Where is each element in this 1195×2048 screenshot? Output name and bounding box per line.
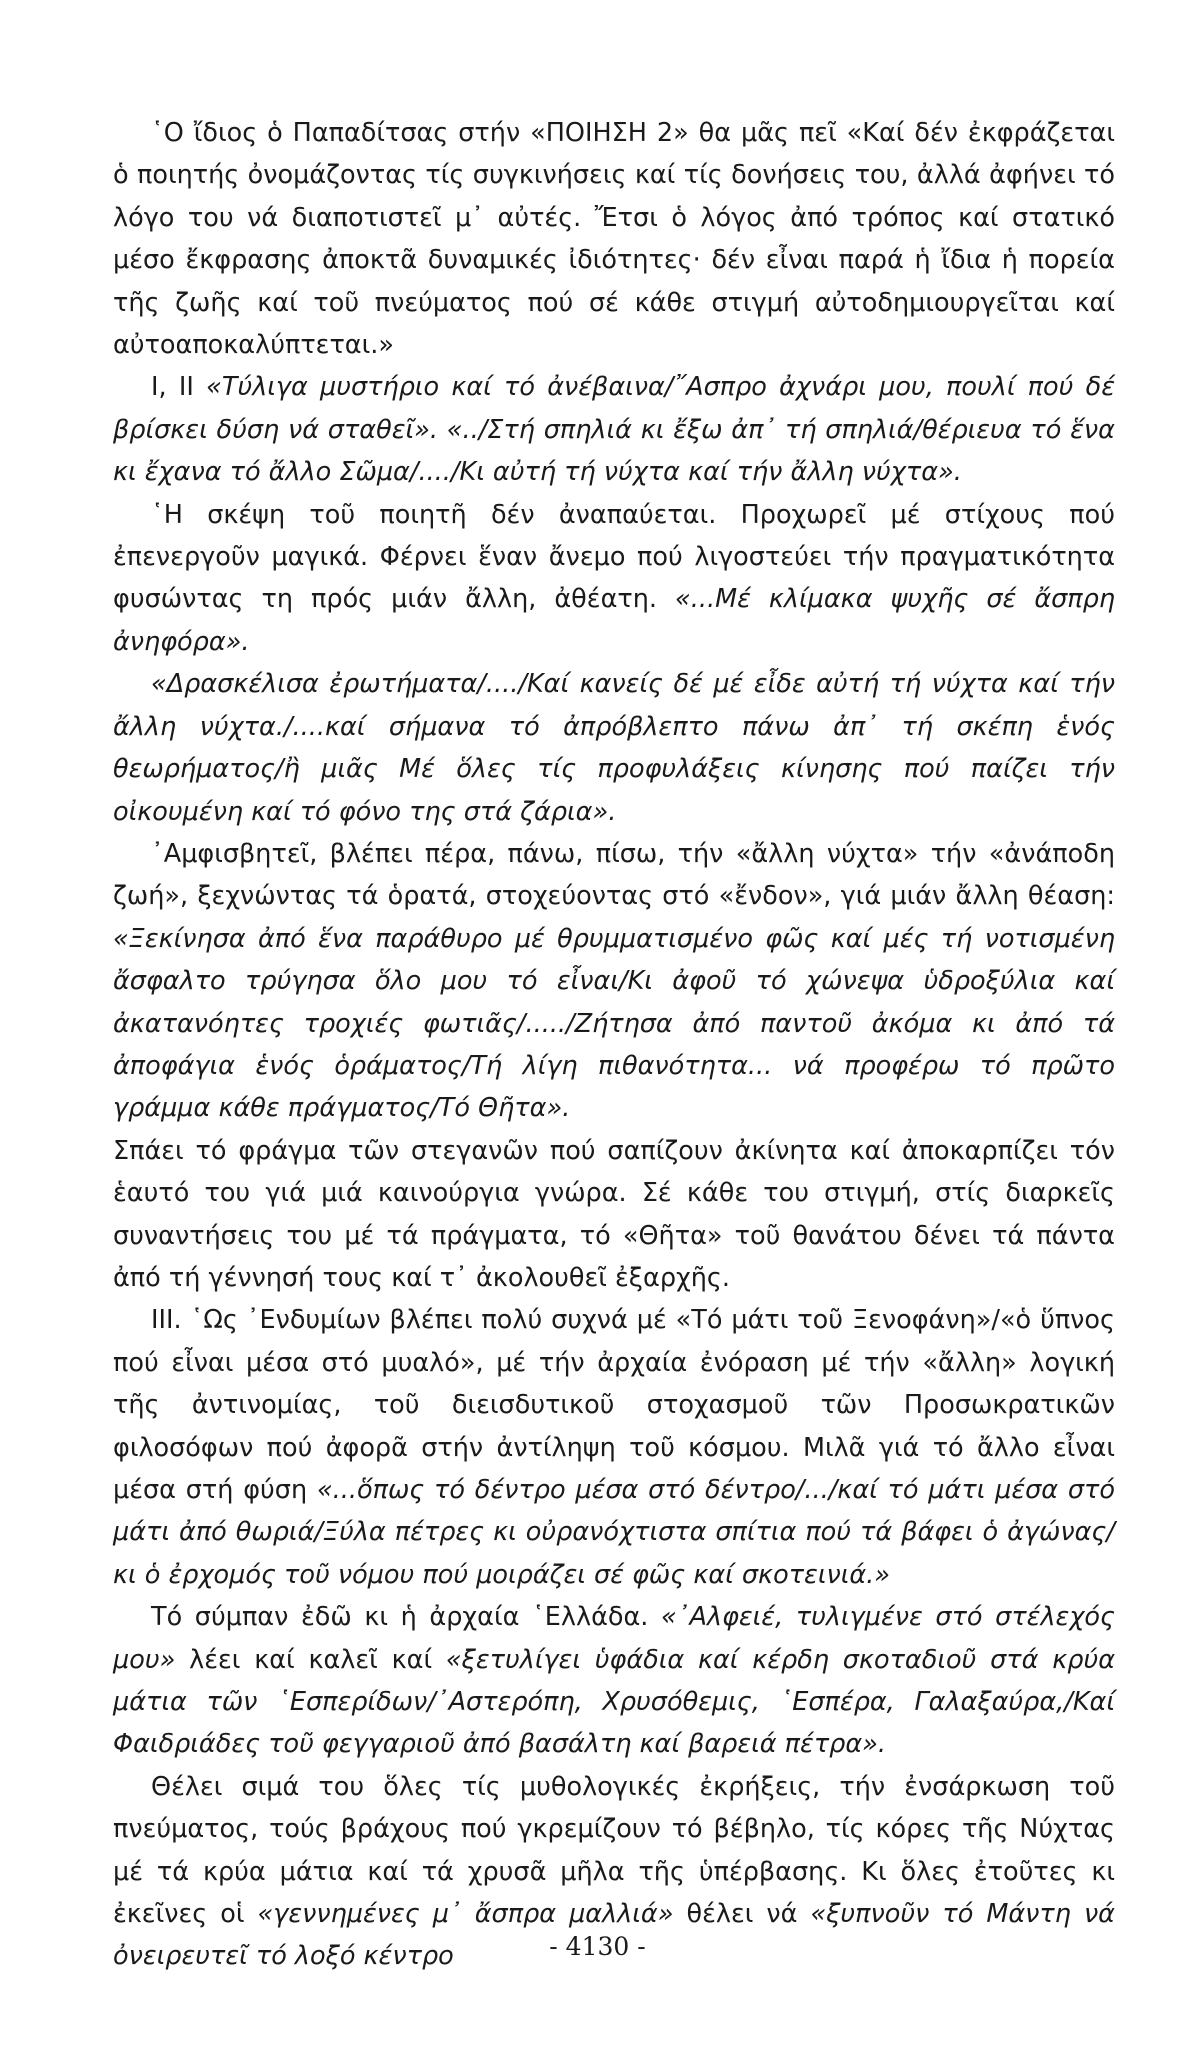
poem-quote: «᾽Αλφειέ, τυλιγμένε στό στέλεχός μου» bbox=[113, 1602, 1115, 1675]
text-segment: Θέλει σιμά του ὅλες τίς μυθολογικές ἐκρήξεις, τήν ἐνσάρκωση τοῦ πνεύματος, τούς βράχους πού γκρεμίζουν τό βέβηλο, τίς κόρες τῆς Νύχτας μέ τά κρύα μάτια καί τά χρυσᾶ μῆλα τῆς ὑπέρβασης. Κι ὅλες ἐτοῦτες κι ἐκεῖνες οἱ bbox=[113, 1771, 1115, 1930]
poem-quote: «Δρασκέλισα ἐρωτήματα/..../Καί κανείς δέ μέ εἶδε αὐτή τή νύχτα καί τήν ἄλλη νύχτα./....καί σήμανα τό ἀπρόβλεπτο πάνω ἀπ᾽ τή σκέπη ἑνός θεωρήματος/ἢ μιᾶς Μέ ὅλες τίς προφυλάξεις κίνησης πού παίζει τήν οἰκουμένη καί τό φόνο της στά ζάρια». bbox=[113, 669, 1115, 827]
text-segment: θέλει νά bbox=[673, 1899, 811, 1930]
poem-quote: «ξυπνοῦν τό Μάντη νά ὀνειρευτεῖ τό λοξό κέντρο bbox=[113, 1899, 1115, 1972]
poem-quote: «...Μέ κλίμακα ψυχῆς σέ ἄσπρη ἀνηφόρα». bbox=[113, 584, 1115, 657]
text-segment: III. ῾Ως ᾽Ενδυμίων βλέπει πολύ συχνά μέ «Τό μάτι τοῦ Ξενοφάνη»/«ὁ ὕπνος πού εἶναι μέσα στό μυαλό», μέ τήν ἀρχαία ἐνόραση μέ τήν «ἄλλη» λογική τῆς ἀντινομίας, τοῦ διεισδυτικοῦ στοχασμοῦ τῶν Προσωκρατικῶν φιλοσόφων πού ἀφορᾶ στήν ἀντίληψη τοῦ κόσμου. Μιλᾶ γιά τό ἄλλο εἶναι μέσα στή φύση bbox=[113, 1305, 1115, 1505]
body-text bbox=[113, 112, 1115, 1978]
poem-quote: «ξετυλίγει ὑφάδια καί κέρδη σκοταδιοῦ στά κρύα μάτια τῶν ῾Εσπερίδων/᾽Αστερόπη, Χρυσόθεμις, ῾Εσπέρα, Γαλαξαύρα,/Καί Φαιδριάδες τοῦ φεγγαριοῦ ἀπό βασάλτη καί βαρειά πέτρα». bbox=[113, 1644, 1116, 1760]
text-segment: λέει καί καλεῖ καί bbox=[175, 1644, 446, 1675]
paragraph-1 bbox=[113, 112, 1115, 366]
paragraph-7 bbox=[113, 1299, 1115, 1596]
text-segment: ῾Ο ἴδιος ὁ Παπαδίτσας στήν «ΠΟΙΗΣΗ 2» θα μᾶς πεῖ «Καί δέν ἐκφράζεται ὁ ποιητής ὀνομάζοντας τίς συγκινήσεις καί τίς δονήσεις του, ἀλλά ἀφήνει τό λόγο του νά διαποτιστεῖ μ᾽ αὐτές. Ἔτσι ὁ λόγος ἀπό τρόπος καί στατικό μέσο ἔκφρασης ἀποκτᾶ δυναμικές ἰδιότητες· δέν εἶναι παρά ἡ ἴδια ἡ πορεία τῆς ζωῆς καί τοῦ πνεύματος πού σέ κάθε στιγμή αὐτοδημιουργεῖται καί αὐτοαποκαλύπτεται.» bbox=[113, 118, 1115, 361]
text-segment: Σπάει τό φράγμα τῶν στεγανῶν πού σαπίζουν ἀκίνητα καί ἀποκαρπίζει τόν ἑαυτό του γιά μιά καινούργια γνώρα. Σέ κάθε του στιγμή, στίς διαρκεῖς συναντήσεις του μέ τά πράγματα, τό «Θῆτα» τοῦ θανάτου δένει τά πάντα ἀπό τή γέννησή τους καί τ᾽ ἀκολουθεῖ ἐξαρχῆς. bbox=[113, 1135, 1115, 1293]
paragraph-5 bbox=[113, 833, 1115, 1130]
text-segment: Τό σύμπαν ἐδῶ κι ἡ ἀρχαία ῾Ελλάδα. bbox=[151, 1602, 662, 1633]
poem-quote: «...ὅπως τό δέντρο μέσα στό δέντρο/.../καί τό μάτι μέσα στό μάτι ἀπό θωριά/Ξύλα πέτρες κι οὐρανόχτιστα σπίτια πού τά βάφει ὁ ἀγώνας/κι ὁ ἐρχομός τοῦ νόμου πού μοιράζει σέ φῶς καί σκοτεινιά.» bbox=[113, 1475, 1115, 1590]
paragraph-3 bbox=[113, 494, 1115, 664]
poem-quote: «Ξεκίνησα ἀπό ἕνα παράθυρο μέ θρυμματισμένο φῶς καί μές τή νοτισμένη ἄσφαλτο τρύγησα ὅλο μου τό εἶναι/Κι ἀφοῦ τό χώνεψα ὑδροξύλια καί ἀκατανόητες τροχιές φωτιᾶς/...../Ζήτησα ἀπό παντοῦ ἀκόμα κι ἀπό τά ἀποφάγια ἑνός ὁράματος/Τή λίγη πιθανότητα... νά προφέρω τό πρῶτο γράμμα κάθε πράγματος/Τό Θῆτα». bbox=[113, 923, 1115, 1124]
paragraph-8 bbox=[113, 1596, 1115, 1766]
text-segment: ᾽Αμφισβητεῖ, βλέπει πέρα, πάνω, πίσω, τήν «ἄλλη νύχτα» τήν «ἀνάποδη ζωή», ξεχνώντας τά ὁρατά, στοχεύοντας στό «ἔνδον», γιά μιάν ἄλλη θέαση: bbox=[113, 838, 1115, 912]
paragraph-6 bbox=[113, 1130, 1115, 1300]
paragraph-4 bbox=[113, 663, 1115, 833]
text-segment: ῾Η σκέψη τοῦ ποιητῆ δέν ἀναπαύεται. Προχωρεῖ μέ στίχους πού ἐπενεργοῦν μαγικά. Φέρνει ἕναν ἄνεμο πού λιγοστεύει τήν πραγματικότητα φυσώντας τη πρός μιάν ἄλλη, ἀθέατη. bbox=[113, 499, 1115, 615]
paragraph-2 bbox=[113, 366, 1115, 493]
poem-quote: «γεννημένες μ᾽ ἄσπρα μαλλιά» bbox=[257, 1899, 674, 1930]
section-marker: I, II bbox=[151, 372, 207, 403]
page-number: - 4130 - bbox=[549, 1932, 646, 1961]
poem-quote: «Τύλιγα μυστήριο καί τό ἀνέβαινα/῎Ασπρο ἀχνάρι μου, πουλί πού δέ βρίσκει δύση νά σταθεῖ». «../Στή σπηλιά κι ἔξω ἀπ᾽ τή σπηλιά/θέριευα τό ἕνα κι ἔχανα τό ἄλλο Σῶμα/..../Κι αὐτή τή νύχτα καί τήν ἄλλη νύχτα». bbox=[113, 372, 1115, 488]
